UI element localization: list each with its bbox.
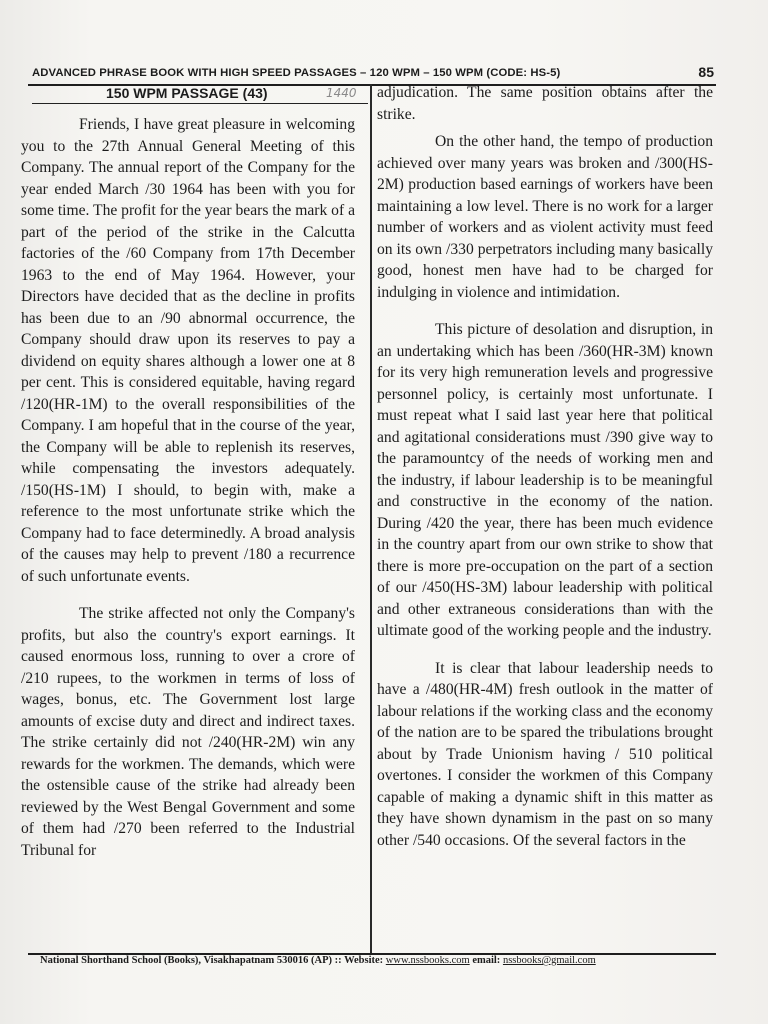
- right-column: [377, 82, 713, 867]
- passage-title-underline: [32, 103, 368, 104]
- passage-title: 150 WPM PASSAGE (43): [106, 85, 268, 101]
- website-link[interactable]: www.nssbooks.com: [385, 955, 470, 966]
- page-footer: [40, 955, 720, 966]
- paragraph: Friends, I have great pleasure in welcoming you to the 27th Annual General Meeting of this Company. The annual report of the Company for the year ended March /30 1964 has been with you for some time. The profit for the year bears the mark of a part of the period of the strike in the Calcutta factories of the /60 Company from 17th December 1963 to the end of May 1964. However, your Directors have decided that as the decline in profits has been due to an /90 abnormal occurrence, the Company should draw upon its reserves to pay a dividend on equity shares although a lower one at 8 per cent. This is considered equitable, having regard /120(HR-1M) to the overall responsibilities of the Company. I am hopeful that in the course of the year, the Company will be able to replenish its reserves, while compensating the investors adequately. /150(HS-1M) I should, to begin with, make a reference to the most unfortunate strike which the Company had to face determinedly. A broad analysis of the causes may help to prevent /180 a recurrence of such unfortunate events.: [21, 116, 355, 585]
- paragraph: On the other hand, the tempo of production achieved over many years was broken and /300(HS-2M) production based earnings of workers have been maintaining a low level. There is no work for a larger number of workers and as violent activity must feed on its own /330 perpetrators including many basically good, honest men have had to be charged for indulging in violence and intimidation.: [377, 133, 713, 301]
- handwritten-note: 1440: [326, 86, 357, 100]
- page-number: 85: [698, 64, 714, 80]
- email-link[interactable]: nssbooks@gmail.com: [502, 955, 596, 966]
- publisher-text: National Shorthand School (Books), Visakhapatnam 530016 (AP) :: Website:: [40, 955, 384, 966]
- book-title: ADVANCED PHRASE BOOK WITH HIGH SPEED PASSAGES – 120 WPM – 150 WPM (CODE: HS-5): [32, 67, 561, 79]
- left-column: [21, 114, 355, 877]
- email-label: email:: [472, 955, 501, 966]
- paragraph: adjudication. The same position obtains after the strike.: [377, 84, 713, 123]
- paragraph: It is clear that labour leadership needs to have a /480(HR-4M) fresh outlook in the matter of labour relations if the working class and the economy of the nation are to be spared the tribulations brought about by Trade Unionism having / 510 political overtones. I consider the workmen of this Company capable of making a dynamic shift in this matter as they have shown dynamism in the past on so many other /540 occasions. Of the several factors in the: [377, 659, 713, 849]
- column-divider: [370, 84, 372, 954]
- passage-heading: [30, 84, 368, 104]
- paragraph: The strike affected not only the Company's profits, but also the country's export earnings. It caused enormous loss, running to over a crore of /210 rupees, to the workmen in terms of loss of wages, bonus, etc. The Government lost large amounts of excise duty and direct and indirect taxes. The strike certainly did not /240(HR-2M) win any rewards for the workmen. The demands, which were the ostensible cause of the strike had already been reviewed by the West Bengal Government and some of them had /270 been referred to the Industrial Tribunal for: [21, 605, 355, 859]
- paragraph: This picture of desolation and disruption, in an undertaking which has been /360(HR-3M) known for its very high remuneration levels and progressive personnel policy, is certainly most unfortunate. I must repeat what I said last year here that political and agitational considerations must /390 give way to the paramountcy of the needs of working men and the industry, if labour leadership is to be meaningful and constructive in the economy of the nation. During /420 the year, there has been much evidence in the country apart from our own strike to show that there is more pre-occupation on the part of a section of our /450(HS-3M) labour leadership with political and other extraneous considerations than with the ultimate good of the working people and the industry.: [377, 321, 713, 639]
- page-header: [32, 64, 714, 84]
